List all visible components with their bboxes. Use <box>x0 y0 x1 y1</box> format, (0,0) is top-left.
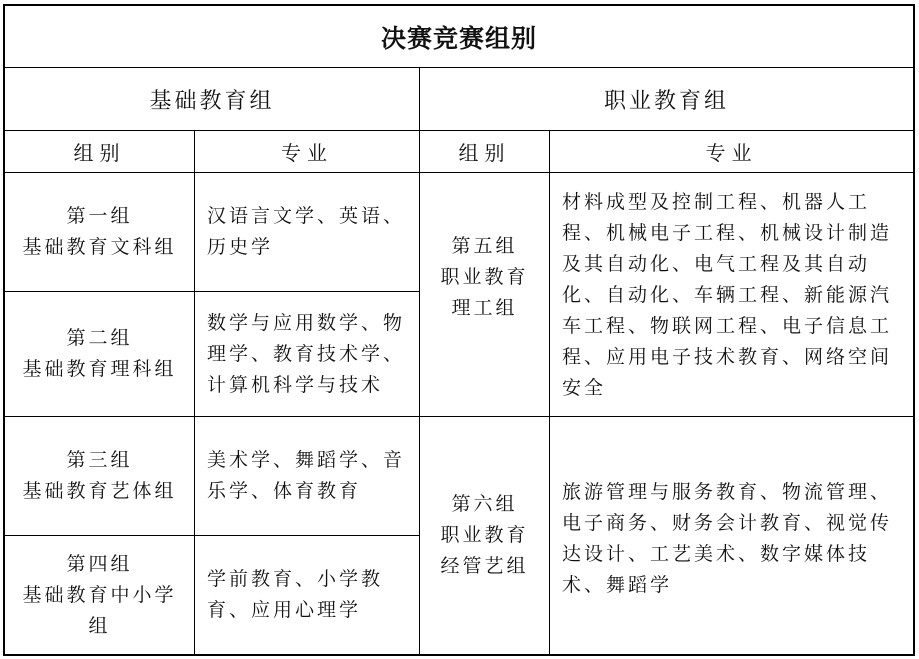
table-title: 决赛竞赛组别 <box>380 23 537 53</box>
group-cell <box>420 417 549 654</box>
section-vocational-education: 职业教育组 <box>603 88 729 114</box>
group-cell <box>5 173 194 291</box>
major-cell <box>195 292 419 416</box>
group-subtitle: 基础教育理科组 <box>22 358 177 380</box>
group-name: 第六组 <box>451 493 518 515</box>
competition-groups-table <box>3 4 915 656</box>
header-group: 组别 <box>73 141 126 165</box>
group-subtitle: 基础教育中小学组 <box>22 583 177 637</box>
major-cell <box>195 536 419 654</box>
major-list: 材料成型及控制工程、机器人工程、机械电子工程、机械设计制造及其自动化、电气工程及其自动化、自动化、车辆工程、新能源汽车工程、物联网工程、电子信息工程、应用电子技术教育、网络空间安全 <box>562 191 893 399</box>
group-subtitle: 职业教育经管艺组 <box>440 524 529 577</box>
group-cell <box>5 536 194 654</box>
group-subtitle: 职业教育理工组 <box>440 266 529 319</box>
major-list: 汉语言文学、英语、历史学 <box>207 205 406 258</box>
header-group: 组别 <box>458 141 511 165</box>
section-basic-education: 基础教育组 <box>149 88 275 114</box>
major-cell <box>195 417 419 535</box>
group-name: 第四组 <box>66 552 133 575</box>
group-name: 第三组 <box>66 449 133 471</box>
major-list: 数学与应用数学、物理学、教育技术学、计算机科学与技术 <box>207 311 406 396</box>
major-cell <box>195 173 419 291</box>
group-subtitle: 基础教育艺体组 <box>22 480 177 502</box>
header-major: 专业 <box>281 141 333 165</box>
group-name: 第二组 <box>66 327 133 349</box>
major-cell <box>550 417 913 654</box>
group-name: 第一组 <box>66 205 133 227</box>
group-cell <box>5 292 194 416</box>
group-cell <box>420 173 549 416</box>
major-list: 旅游管理与服务教育、物流管理、电子商务、财务会计教育、视觉传达设计、工艺美术、数字媒体技术、舞蹈学 <box>562 481 893 596</box>
major-cell <box>550 173 913 416</box>
major-list: 学前教育、小学教育、应用心理学 <box>207 568 384 621</box>
major-list: 美术学、舞蹈学、音乐学、体育教育 <box>207 449 406 502</box>
group-subtitle: 基础教育文科组 <box>22 236 177 258</box>
group-cell <box>5 417 194 535</box>
header-major: 专业 <box>705 141 758 165</box>
group-name: 第五组 <box>451 235 518 257</box>
